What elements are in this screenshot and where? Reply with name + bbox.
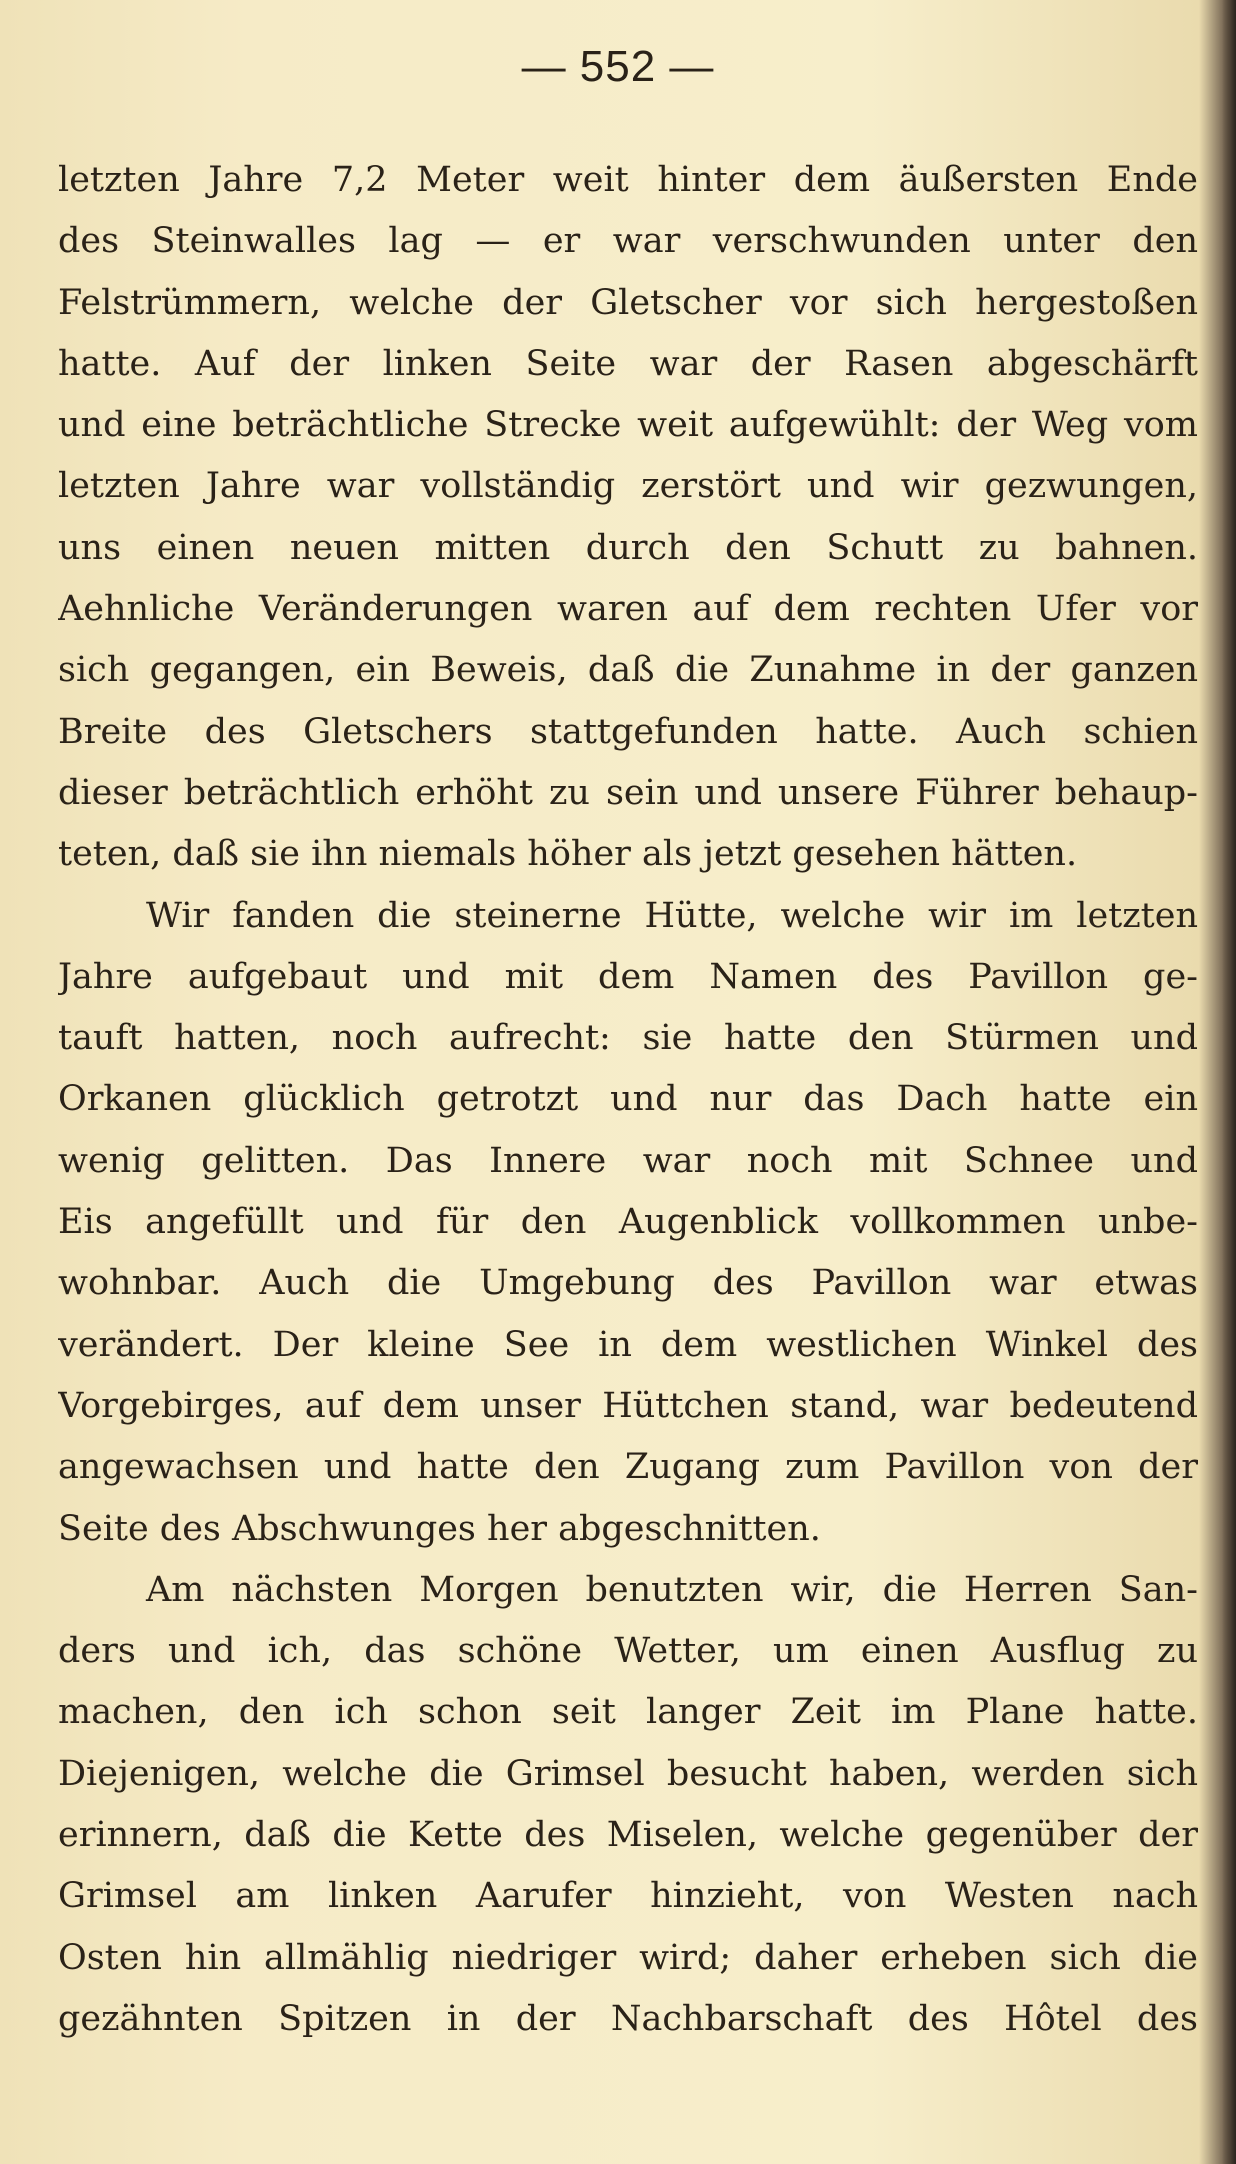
text-line: Breite des Gletschers stattgefunden hatte. Auch schien — [58, 711, 1198, 752]
text-line: uns einen neuen mitten durch den Schutt zu bahnen. — [58, 527, 1198, 568]
text-line: erinnern, daß die Kette des Miselen, welche gegenüber der — [58, 1815, 1198, 1856]
text-line: letzten Jahre 7,2 Meter weit hinter dem äußersten Ende — [58, 160, 1198, 200]
text-line: Aehnliche Veränderungen waren auf dem rechten Ufer vor — [58, 589, 1198, 630]
text-line: Osten hin allmählig niedriger wird; daher erheben sich die — [58, 1937, 1198, 1978]
text-line: Vorgebirges, auf dem unser Hüttchen stand, war bedeutend — [58, 1385, 1198, 1426]
text-line: Grimsel am linken Aarufer hinzieht, von Westen nach — [58, 1876, 1198, 1917]
text-line: Seite des Abschwunges her abgeschnitten. — [58, 1508, 821, 1549]
text-line: letzten Jahre war vollständig zerstört und wir gezwungen, — [58, 466, 1198, 507]
text-line: dieser beträchtlich erhöht zu sein und unsere Führer behaup- — [58, 772, 1198, 813]
text-line: Wir fanden die steinerne Hütte, welche wir im letzten — [146, 895, 1198, 936]
text-line: ders und ich, das schöne Wetter, um einen Ausflug zu — [58, 1631, 1198, 1672]
text-line: wenig gelitten. Das Innere war noch mit Schnee und — [58, 1140, 1198, 1181]
text-line: des Steinwalles lag — er war verschwunden unter den — [58, 221, 1198, 262]
text-line: Jahre aufgebaut und mit dem Namen des Pavillon ge- — [58, 956, 1198, 997]
text-line: und eine beträchtliche Strecke weit aufgewühlt: der Weg vom — [58, 405, 1198, 446]
text-line: Diejenigen, welche die Grimsel besucht haben, werden sich — [58, 1753, 1198, 1794]
text-line: Am nächsten Morgen benutzten wir, die Herren San- — [146, 1569, 1198, 1610]
text-line: tauft hatten, noch aufrecht: sie hatte den Stürmen und — [58, 1018, 1198, 1059]
text-line: wohnbar. Auch die Umgebung des Pavillon war etwas — [58, 1263, 1198, 1304]
text-line: teten, daß sie ihn niemals höher als jetzt gesehen hätten. — [58, 834, 1078, 875]
text-line: hatte. Auf der linken Seite war der Rasen abgeschärft — [58, 343, 1198, 384]
body-text — [58, 150, 1198, 2050]
text-line: machen, den ich schon seit langer Zeit im Plane hatte. — [58, 1692, 1198, 1733]
text-line: angewachsen und hatte den Zugang zum Pavillon von der — [58, 1447, 1198, 1488]
text-line: verändert. Der kleine See in dem westlichen Winkel des — [58, 1324, 1198, 1365]
page-edge-shadow — [1222, 0, 1236, 2164]
text-line: Eis angefüllt und für den Augenblick vollkommen unbe- — [58, 1202, 1198, 1243]
text-line: sich gegangen, ein Beweis, daß die Zunahme in der ganzen — [58, 650, 1198, 691]
page-number: — 552 — — [521, 42, 715, 91]
text-line: Orkanen glücklich getrotzt und nur das Dach hatte ein — [58, 1079, 1198, 1120]
text-line: Felstrümmern, welche der Gletscher vor sich hergestoßen — [58, 282, 1198, 323]
text-line: gezähnten Spitzen in der Nachbarschaft des Hôtel des — [58, 1998, 1198, 2039]
